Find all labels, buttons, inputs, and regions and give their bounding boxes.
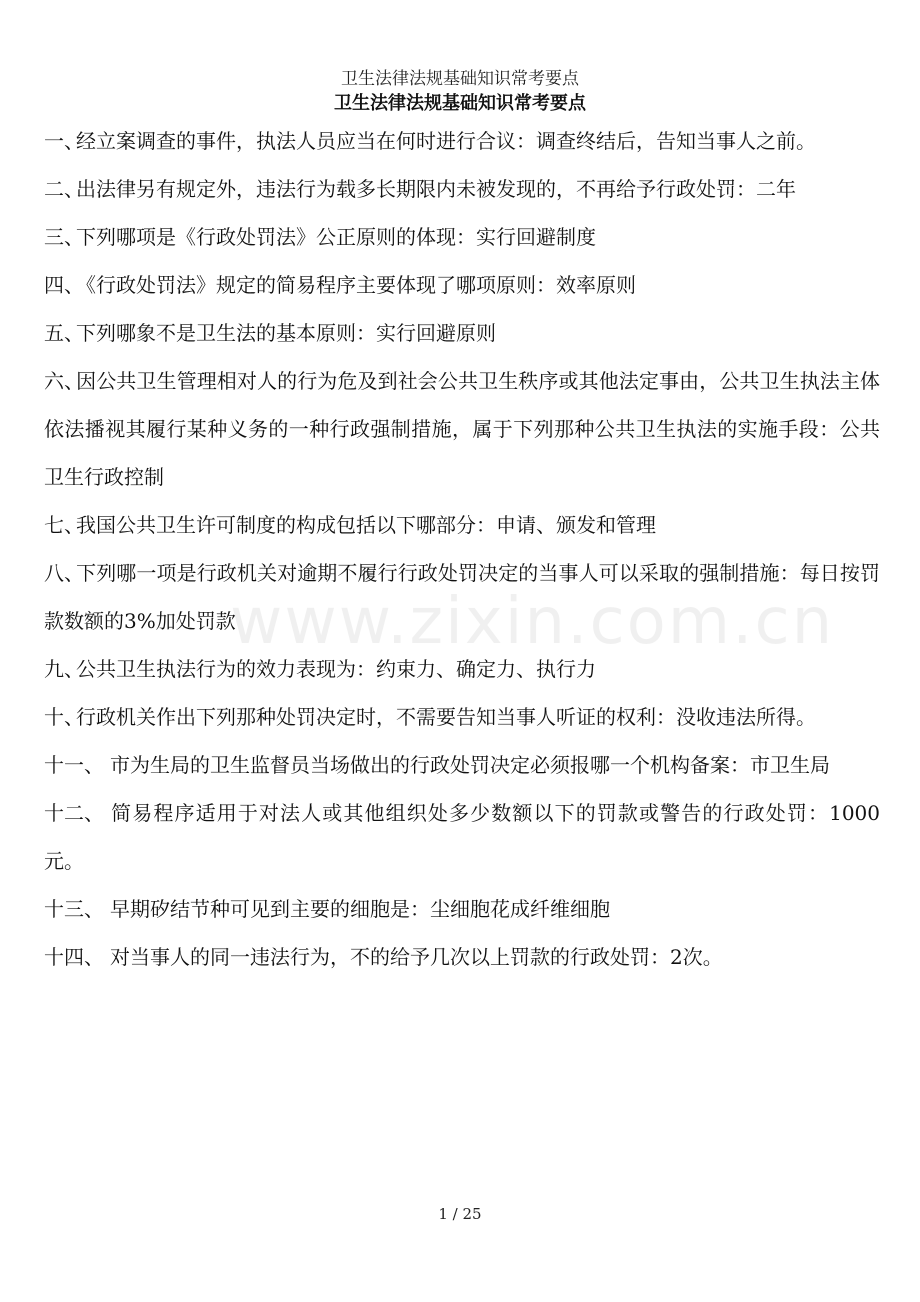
- item-number: 十一、: [44, 753, 104, 777]
- item-number: 九、: [44, 657, 84, 681]
- document-title: 卫生法律法规基础知识常考要点: [334, 93, 586, 114]
- item-number: 十、: [44, 705, 84, 729]
- list-item: [44, 213, 880, 261]
- item-text: 《行政处罚法》规定的简易程序主要体现了哪项原则：效率原则: [76, 273, 636, 297]
- item-text: 市为生局的卫生监督员当场做出的行政处罚决定必须报哪一个机构备案：市卫生局: [110, 753, 830, 777]
- list-item: [44, 693, 880, 741]
- list-item: [44, 117, 880, 165]
- item-number: 一、: [44, 129, 84, 153]
- item-number: 八、: [44, 561, 84, 585]
- item-text: 对当事人的同一违法行为，不的给予几次以上罚款的行政处罚：2次。: [110, 945, 723, 969]
- list-item: [44, 741, 880, 789]
- list-item: [44, 933, 880, 981]
- item-number: 七、: [44, 513, 84, 537]
- list-item: [44, 309, 880, 357]
- page-indicator: 1 / 25: [438, 1205, 482, 1223]
- list-item: [44, 885, 880, 933]
- question-list: [44, 117, 880, 981]
- item-number: 十三、: [44, 897, 104, 921]
- list-item: [44, 789, 880, 885]
- list-item: [44, 645, 880, 693]
- item-text: 下列哪项是《行政处罚法》公正原则的体现：实行回避制度: [76, 225, 596, 249]
- item-text: 下列哪一项是行政机关对逾期不履行行政处罚决定的当事人可以采取的强制措施：每日按罚款数额的3%加处罚款: [44, 561, 880, 633]
- list-item: [44, 549, 880, 645]
- item-text: 下列哪象不是卫生法的基本原则：实行回避原则: [76, 321, 496, 345]
- item-text: 经立案调查的事件，执法人员应当在何时进行合议：调查终结后，告知当事人之前。: [76, 129, 816, 153]
- item-number: 五、: [44, 321, 84, 345]
- item-number: 四、: [44, 273, 84, 297]
- running-header: 卫生法律法规基础知识常考要点: [341, 69, 579, 89]
- item-text: 因公共卫生管理相对人的行为危及到社会公共卫生秩序或其他法定事由，公共卫生执法主体依法播视其履行某种义务的一种行政强制措施，属于下列那种公共卫生执法的实施手段：公共卫生行政控制: [44, 369, 880, 489]
- item-text: 简易程序适用于对法人或其他组织处多少数额以下的罚款或警告的行政处罚：1000元。: [44, 801, 880, 873]
- list-item: [44, 357, 880, 501]
- item-text: 出法律另有规定外，违法行为载多长期限内未被发现的，不再给予行政处罚：二年: [76, 177, 796, 201]
- list-item: [44, 501, 880, 549]
- watermark: www.zixin.com.cn: [230, 585, 835, 659]
- list-item: [44, 165, 880, 213]
- item-text: 我国公共卫生许可制度的构成包括以下哪部分：申请、颁发和管理: [76, 513, 656, 537]
- item-text: 早期矽结节种可见到主要的细胞是：尘细胞花成纤维细胞: [110, 897, 610, 921]
- item-number: 十二、: [44, 801, 104, 825]
- item-number: 三、: [44, 225, 84, 249]
- list-item: [44, 261, 880, 309]
- item-text: 行政机关作出下列那种处罚决定时，不需要告知当事人听证的权利：没收违法所得。: [76, 705, 816, 729]
- item-number: 二、: [44, 177, 84, 201]
- item-number: 六、: [44, 369, 84, 393]
- item-number: 十四、: [44, 945, 104, 969]
- item-text: 公共卫生执法行为的效力表现为：约束力、确定力、执行力: [76, 657, 596, 681]
